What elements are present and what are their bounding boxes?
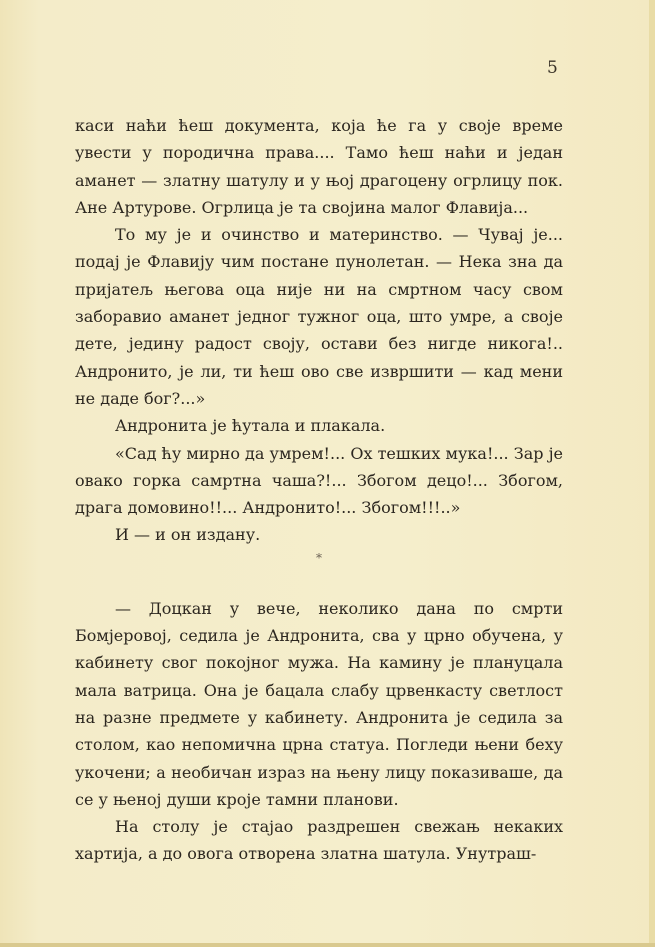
page-number: 5 (547, 58, 558, 78)
paragraph-6: — Доцкан у вече, неколико дана по смрти Бомјеровој, седила је Андронита, сва у црно обучена, у кабинету свог покојног мужа. На камину је плануцала мала ватрица. Она је бацала слабу црвенкасту светлост на разне предмете у кабинету. Андронита је седила за столом, као непомична црна статуа. Погледи њени беху укочени; а необичан израз на њену лицу показиваше, да се у њеној души кроје тамни планови. (75, 598, 563, 809)
page-edge-right (649, 0, 655, 947)
paragraph-4: «Сад ћу мирно да умрем!... Ох тешких мука!... Зар је овако горка самртна чаша?!... Збогом децо!... Збогом, драга домовино!!... Андронито!... Збогом!!!..» (75, 443, 563, 518)
section-separator: * (316, 550, 322, 565)
page-edge-bottom (0, 943, 655, 947)
body-text (75, 112, 563, 868)
paragraph-3: Андронита је ћутала и плакала. (115, 416, 386, 436)
paragraph-2: То му је и очинство и материнство. — Чувај је... подај је Флавију чим постане пунолетан. — Нека зна да пријатељ његова оца није ни на смртном часу свом заборавио аманет једног тужног оца, што умре, а своје дете, једину радост своју, остави без нигде никога!.. Андронито, је ли, ти ћеш ово све извршити — кад мени не даде бог?...» (75, 225, 563, 408)
paragraph-7: На столу је стајао раздрешен свежањ некаких хартија, а до овога отворена златна шатула. Унутраш- (75, 817, 563, 864)
paragraph-5: И — и он издану. (115, 525, 261, 545)
paragraph-1: каси наћи ћеш документа, која ће га у своје време увести у породична права.... Тамо ћеш наћи и један аманет — златну шатулу и у њој драгоцену огрлицу пок. Ане Артурове. Огрлица је та својина малог Флавија... (75, 116, 563, 217)
